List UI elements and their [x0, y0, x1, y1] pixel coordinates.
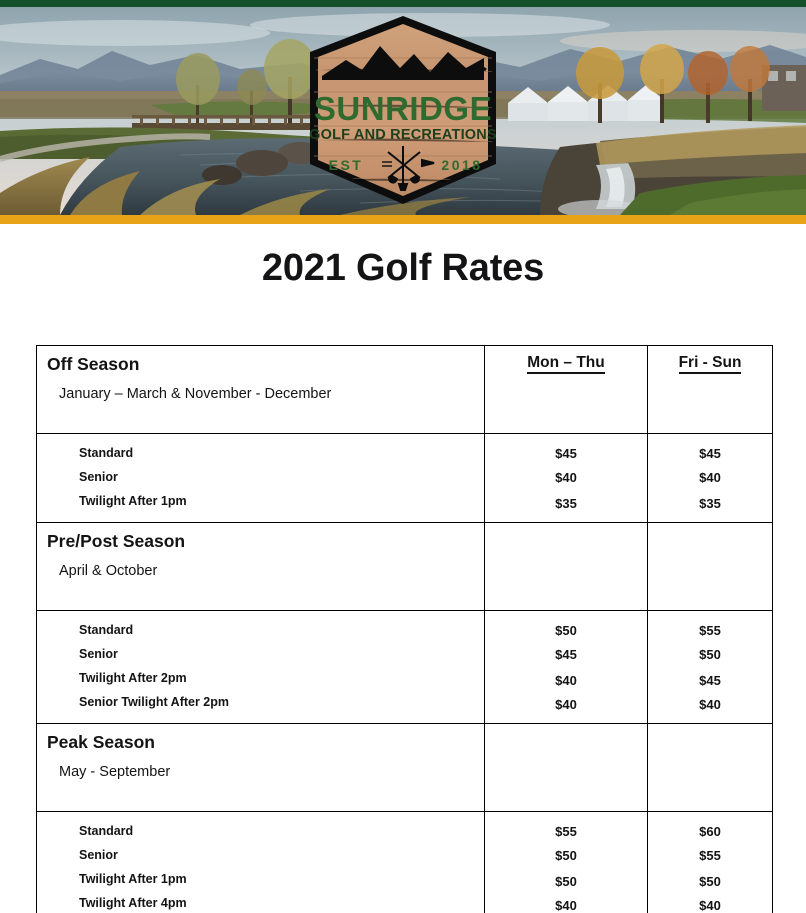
rate-price: $35 — [699, 496, 721, 511]
rate-price: $35 — [555, 496, 577, 511]
logo-name-text: SUNRIDGE — [313, 90, 493, 127]
column-header-fri-sun-label: Fri - Sun — [679, 354, 742, 374]
rate-prices-fri-sun-cell — [648, 434, 773, 523]
rate-labels-cell — [37, 611, 485, 724]
rate-price: $50 — [555, 874, 577, 889]
rate-label: Senior — [79, 848, 118, 862]
column-header-fri-sun — [648, 346, 773, 434]
sunridge-logo — [296, 14, 510, 206]
rate-price: $60 — [699, 824, 721, 839]
season-months: May - September — [59, 763, 171, 780]
rate-prices-mon-thu-cell — [485, 812, 648, 913]
rate-labels-cell — [37, 812, 485, 913]
rate-price: $40 — [555, 470, 577, 485]
rate-price: $40 — [555, 673, 577, 688]
wooden-bridge — [132, 115, 312, 130]
rate-prices-mon-thu-cell — [485, 434, 648, 523]
column-header-mon-thu-label: Mon – Thu — [527, 354, 605, 374]
column-header-mon-thu — [485, 346, 648, 434]
rate-label: Twilight After 2pm — [79, 671, 187, 685]
rates-row-peak-season — [37, 812, 773, 913]
season-title-cell — [37, 523, 485, 611]
season-empty-cell-mon-thu — [485, 523, 648, 611]
rate-price: $40 — [555, 697, 577, 712]
sunridge-logo-art — [296, 14, 510, 206]
rate-price: $40 — [699, 470, 721, 485]
season-empty-cell-fri-sun — [648, 523, 773, 611]
rate-label: Standard — [79, 623, 134, 637]
season-name: Pre/Post Season — [47, 531, 186, 551]
rate-prices-fri-sun-cell — [648, 611, 773, 724]
rate-price: $50 — [699, 647, 721, 662]
rate-labels-cell — [37, 434, 485, 523]
season-empty-cell-fri-sun — [648, 724, 773, 812]
rate-label: Twilight After 1pm — [79, 494, 187, 508]
rate-price: $45 — [555, 446, 577, 461]
season-name: Off Season — [47, 354, 140, 374]
rate-price: $55 — [555, 824, 577, 839]
season-header-row-peak-season — [37, 724, 773, 812]
rate-price: $55 — [699, 848, 721, 863]
season-header-row-off-season — [37, 346, 773, 434]
rates-row-off-season — [37, 434, 773, 523]
rate-price: $50 — [555, 623, 577, 638]
rate-label: Senior Twilight After 2pm — [79, 695, 230, 709]
top-green-rule — [0, 0, 806, 7]
rates-row-pre-post-season — [37, 611, 773, 724]
season-empty-cell-mon-thu — [485, 724, 648, 812]
season-title-cell — [37, 346, 485, 434]
rate-label: Twilight After 4pm — [79, 896, 187, 910]
season-title-cell — [37, 724, 485, 812]
rate-prices-mon-thu-cell — [485, 611, 648, 724]
season-header-row-pre-post-season — [37, 523, 773, 611]
rate-price: $40 — [555, 898, 577, 913]
rate-label: Standard — [79, 824, 134, 838]
rate-price: $40 — [699, 697, 721, 712]
season-months: April & October — [59, 562, 158, 579]
rate-price: $45 — [555, 647, 577, 662]
rate-price: $55 — [699, 623, 721, 638]
golf-rates-table — [36, 345, 773, 913]
logo-subtitle-text: GOLF AND RECREATIONS — [309, 127, 497, 143]
rate-price: $50 — [699, 874, 721, 889]
season-name: Peak Season — [47, 732, 155, 752]
rate-label: Twilight After 1pm — [79, 872, 187, 886]
rate-prices-fri-sun-cell — [648, 812, 773, 913]
logo-year-text: 2018 — [441, 157, 483, 173]
rate-price: $50 — [555, 848, 577, 863]
rate-price: $45 — [699, 446, 721, 461]
rate-label: Standard — [79, 446, 134, 460]
rate-price: $45 — [699, 673, 721, 688]
rate-price: $40 — [699, 898, 721, 913]
gold-accent-rule — [0, 215, 806, 224]
page-title: 2021 Golf Rates — [261, 247, 545, 289]
season-months: January – March & November - December — [59, 385, 332, 402]
rate-label: Senior — [79, 470, 118, 484]
logo-est-text: EST — [328, 157, 364, 173]
rate-label: Senior — [79, 647, 118, 661]
